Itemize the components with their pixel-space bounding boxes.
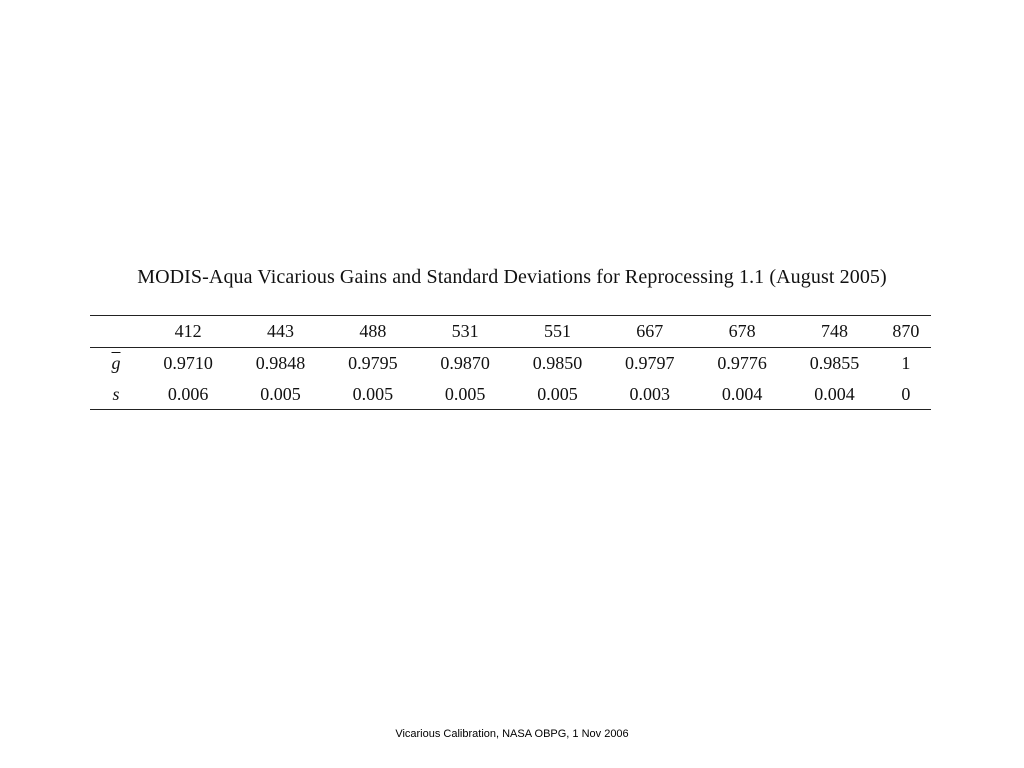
table-cell: 0.005 (352, 383, 394, 404)
table-cell: 1 (901, 353, 911, 374)
column-header-667: 667 (636, 321, 664, 341)
column-header-531: 531 (451, 321, 479, 341)
column-header-551: 551 (543, 321, 571, 341)
table-row-gain (90, 348, 931, 380)
gains-table (90, 315, 931, 410)
table-header-row (90, 316, 931, 348)
row-label-stddev: s (112, 383, 120, 404)
table-cell: 0.9848 (255, 353, 306, 374)
table-cell: 0.005 (260, 383, 301, 404)
table-cell: 0.9870 (440, 353, 490, 374)
column-header-412: 412 (174, 321, 202, 341)
column-header-748: 748 (820, 321, 848, 341)
table-cell: 0 (901, 383, 911, 404)
table-cell: 0.005 (444, 383, 486, 404)
table-cell: 0.9795 (348, 353, 398, 374)
table-cell: 0.9776 (717, 353, 767, 374)
table-cell: 0.9850 (532, 353, 583, 374)
table-cell: 0.9797 (625, 353, 675, 374)
table-title: MODIS-Aqua Vicarious Gains and Standard Deviations for Reprocessing 1.1 (August 2005) (137, 266, 887, 288)
column-header-870: 870 (892, 321, 920, 341)
table-cell: 0.004 (814, 383, 855, 404)
column-header-488: 488 (359, 321, 387, 341)
slide-footer: Vicarious Calibration, NASA OBPG, 1 Nov 2006 (395, 728, 629, 740)
table-cell: 0.005 (537, 383, 578, 404)
row-label-header (90, 316, 142, 348)
column-header-678: 678 (728, 321, 756, 341)
table-cell: 0.003 (629, 383, 671, 404)
table-cell: 0.006 (167, 383, 209, 404)
table-cell: 0.9855 (809, 353, 860, 374)
table-row-stddev (90, 380, 931, 410)
table-cell: 0.9710 (163, 353, 213, 374)
column-header-443: 443 (266, 321, 294, 341)
row-label-gain: $\overline{g}$ (111, 353, 121, 374)
table-cell: 0.004 (721, 383, 763, 404)
